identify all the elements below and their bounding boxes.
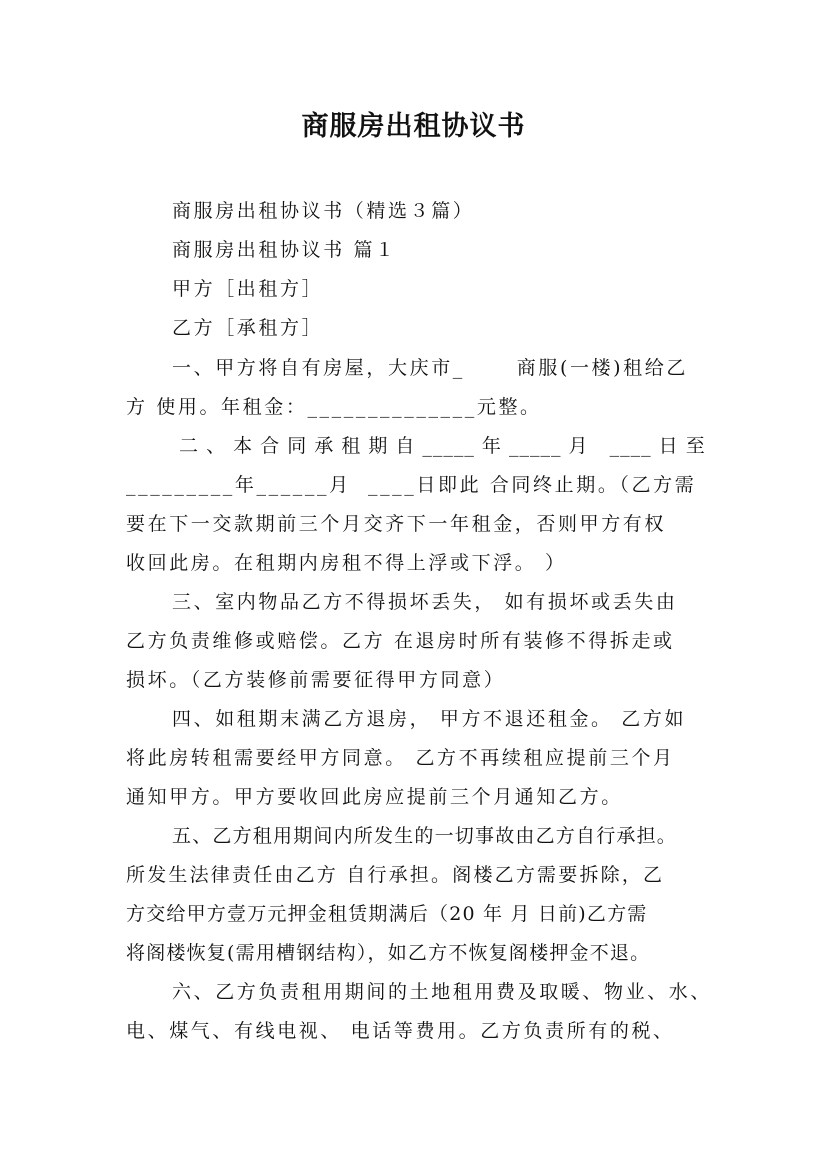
clause-1-line-2: 方 使用。年租金：______________元整。 <box>126 396 542 418</box>
clause-6-line-1: 六、乙方负责租用期间的土地租用费及取暖、物业、水、 <box>172 981 713 1003</box>
clause-6-line-2: 电、煤气、有线电视、 电话等费用。乙方负责所有的税、 <box>126 1020 675 1042</box>
document-title: 商服房出租协议书 <box>301 111 526 142</box>
clause-3-line-3: 损坏。（乙方装修前需要征得甲方同意） <box>126 669 506 691</box>
section-heading: 商服房出租协议书 篇１ <box>172 239 397 261</box>
clause-5-line-3: 方交给甲方壹万元押金租赁期满后（20 年 月 日前)乙方需 <box>126 903 648 925</box>
clause-5-line-4: 将阁楼恢复(需用槽钢结构），如乙方不恢复阁楼押金不退。 <box>126 942 651 964</box>
clause-3-line-2: 乙方负责维修或赔偿。乙方 在退房时所有装修不得拆走或 <box>126 630 675 652</box>
clause-4-line-3: 通知甲方。甲方要收回此房应提前三个月通知乙方。 <box>126 786 623 808</box>
clause-2-line-2: _________年______月 ____日即此 合同终止期。（乙方需 <box>126 474 697 496</box>
party-b-line: 乙方［承租方］ <box>172 317 324 339</box>
subtitle-line: 商服房出租协议书（精选３篇） <box>172 200 475 222</box>
clause-1-line-1: 一、甲方将自有房屋，大庆市_ 商服(一楼)租给乙 <box>172 357 688 379</box>
clause-2-line-4: 收回此房。在租期内房租不得上浮或下浮。 ） <box>126 552 567 574</box>
party-a-line: 甲方［出租方］ <box>172 278 324 300</box>
clause-5-line-2: 所发生法律责任由乙方 自行承担。阁楼乙方需要拆除，乙 <box>126 864 665 886</box>
clause-4-line-2: 将此房转租需要经甲方同意。 乙方不再续租应提前三个月 <box>126 747 675 769</box>
clause-2-line-3: 要在下一交款期前三个月交齐下一年租金，否则甲方有权 <box>126 513 667 535</box>
clause-5-line-1: 五、乙方租用期间内所发生的一切事故由乙方自行承担。 <box>172 825 678 847</box>
clause-2-line-1: 二 、 本 合 同 承 租 期 自 _____ 年 _____ 月 ____ 日 至 <box>172 435 706 457</box>
clause-4-line-1: 四、如租期末满乙方退房， 甲方不退还租金。 乙方如 <box>172 708 687 730</box>
clause-3-line-1: 三、室内物品乙方不得损坏丢失， 如有损坏或丢失由 <box>172 591 678 613</box>
